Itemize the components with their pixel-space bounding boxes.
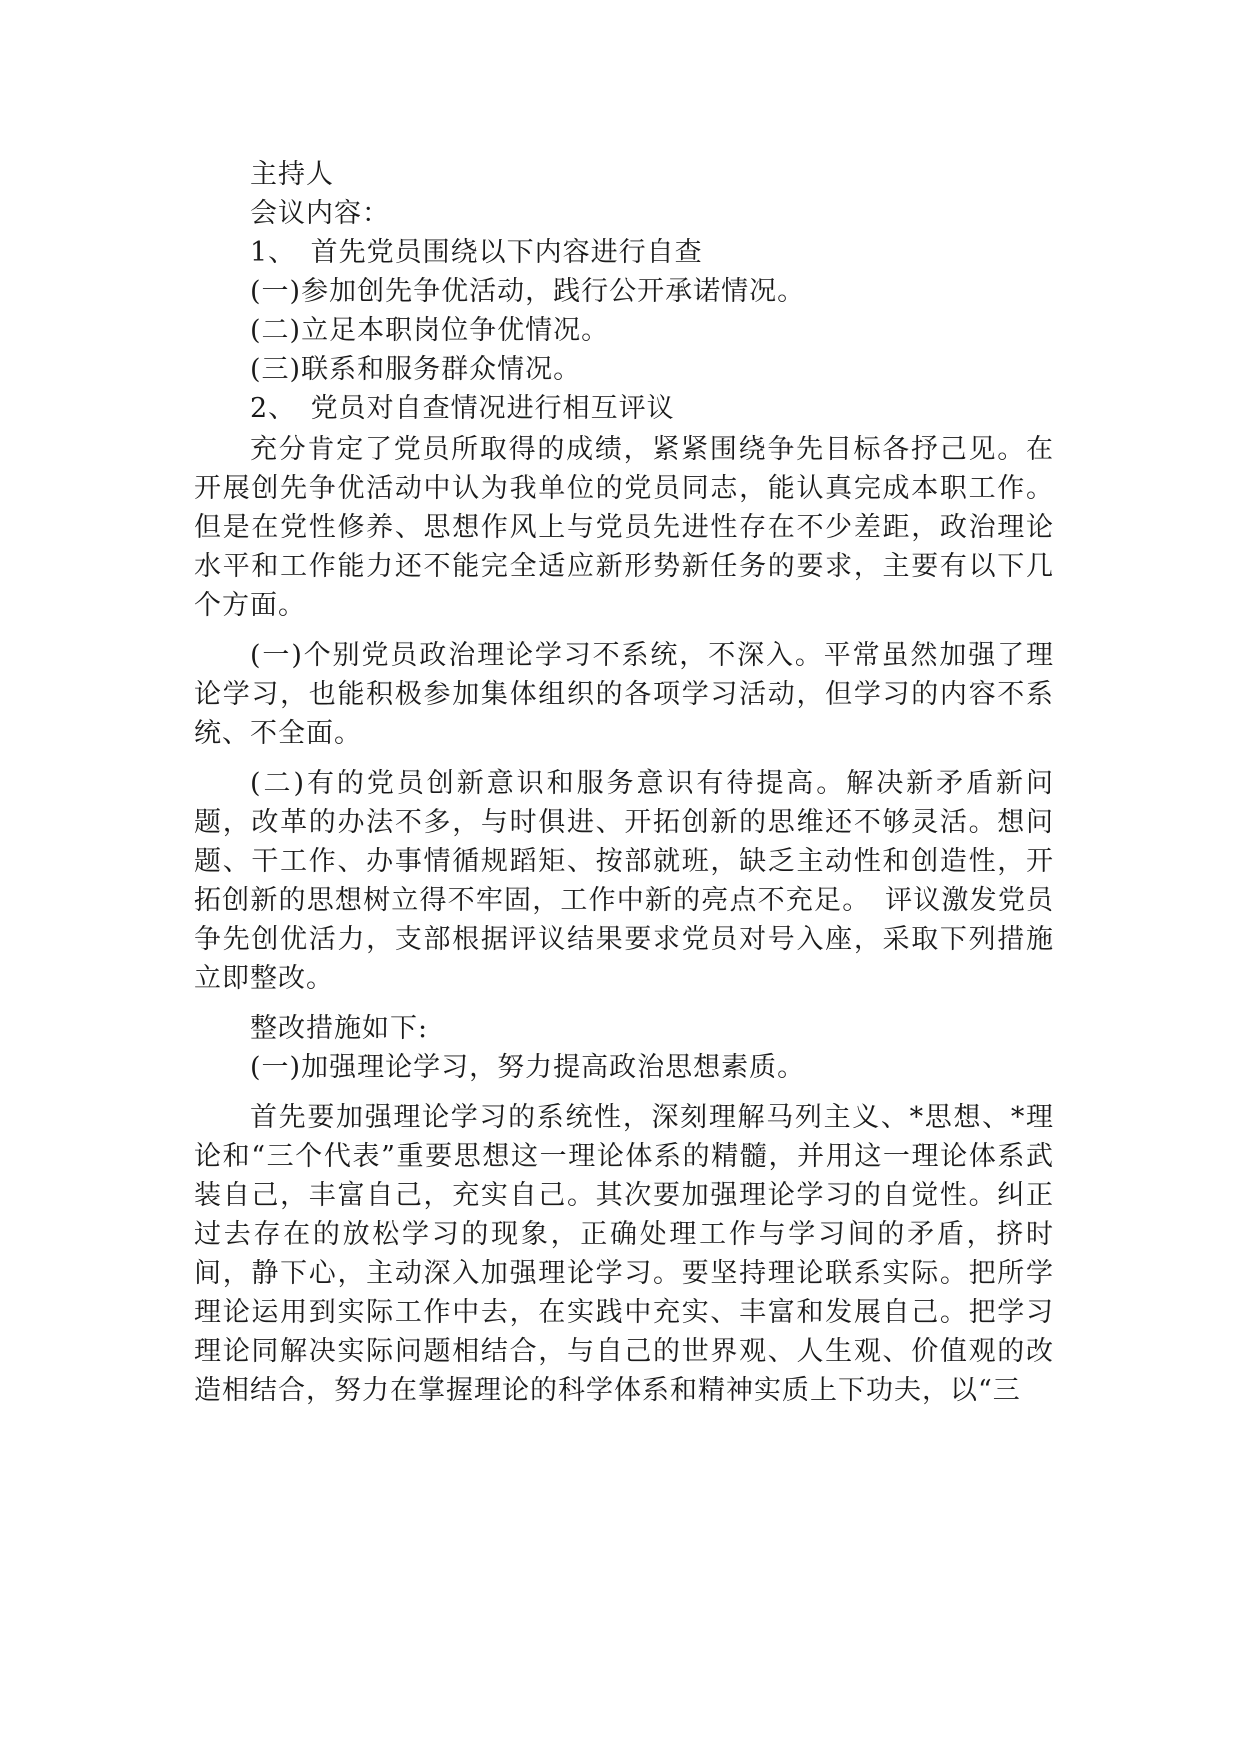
meeting-content-label: 会议内容：	[250, 198, 390, 229]
host-line: 主持人	[250, 159, 334, 190]
section1-title: 1、 首先党员围绕以下内容进行自查	[250, 237, 703, 268]
issue-paragraph-2: (二)有的党员创新意识和服务意识有待提高。解决新矛盾新问题，改革的办法不多，与时俱进、开拓创新的思维还不够灵活。想问题、干工作、办事情循规蹈矩、按部就班，缺乏主动性和创造性，开拓创新的思想树立得不牢固，工作中新的亮点不充足。 评议激发党员争先创优活力，支部根据评议结果要求党员对号入座，采取下列措施立即整改。	[194, 768, 1054, 994]
section1-item: (一)参加创先争优活动，践行公开承诺情况。	[250, 276, 806, 307]
section1-item: (三)联系和服务群众情况。	[250, 354, 582, 385]
issue-paragraph-1: (一)个别党员政治理论学习不系统，不深入。平常虽然加强了理论学习，也能积极参加集体组织的各项学习活动，但学习的内容不系统、不全面。	[194, 640, 1054, 749]
document-body	[194, 155, 1054, 1410]
rectification-title: 整改措施如下:	[250, 1013, 429, 1044]
section2-intro-paragraph: 充分肯定了党员所取得的成绩，紧紧围绕争先目标各抒己见。在开展创先争优活动中认为我单位的党员同志，能认真完成本职工作。但是在党性修养、思想作风上与党员先进性存在不少差距，政治理论水平和工作能力还不能完全适应新形势新任务的要求，主要有以下几个方面。	[194, 434, 1054, 621]
section1-item: (二)立足本职岗位争优情况。	[250, 315, 610, 346]
rectification-item-1-body: 首先要加强理论学习的系统性，深刻理解马列主义、*思想、*理论和“三个代表”重要思想这一理论体系的精髓，并用这一理论体系武装自己，丰富自己，充实自己。其次要加强理论学习的自觉性。纠正过去存在的放松学习的现象，正确处理工作与学习间的矛盾，挤时间，静下心，主动深入加强理论学习。要坚持理论联系实际。把所学理论运用到实际工作中去，在实践中充实、丰富和发展自己。把学习理论同解决实际问题相结合，与自己的世界观、人生观、价值观的改造相结合，努力在掌握理论的科学体系和精神实质上下功夫，以“三	[194, 1102, 1054, 1406]
rectification-item-1-title: (一)加强理论学习，努力提高政治思想素质。	[250, 1052, 806, 1083]
section2-title: 2、 党员对自查情况进行相互评议	[250, 393, 675, 424]
